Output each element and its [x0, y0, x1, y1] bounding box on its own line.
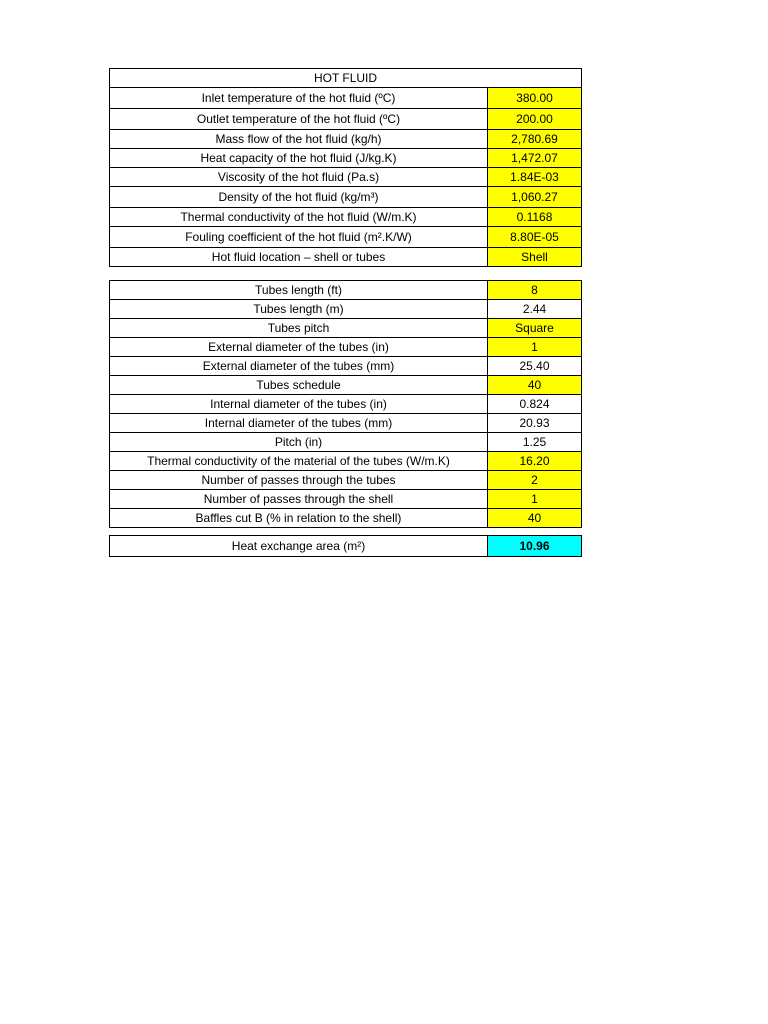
hot-fluid-table-body [110, 69, 582, 267]
tubes-label: Number of passes through the tubes [110, 471, 488, 490]
hot-fluid-label: Hot fluid location – shell or tubes [110, 248, 488, 267]
tubes-value: 1.25 [488, 433, 582, 452]
hot-fluid-label: Inlet temperature of the hot fluid (ºC) [110, 88, 488, 109]
tubes-label: Tubes pitch [110, 319, 488, 338]
tubes-row [110, 395, 582, 414]
hot-fluid-value[interactable]: 200.00 [488, 109, 582, 130]
tubes-label: Internal diameter of the tubes (in) [110, 395, 488, 414]
hot-fluid-row [110, 248, 582, 267]
tubes-row [110, 319, 582, 338]
hot-fluid-value[interactable]: 1,472.07 [488, 149, 582, 168]
tubes-label: Pitch (in) [110, 433, 488, 452]
tubes-value[interactable]: 2 [488, 471, 582, 490]
hot-fluid-value[interactable]: Shell [488, 248, 582, 267]
tubes-row [110, 433, 582, 452]
hot-fluid-value[interactable]: 8.80E-05 [488, 227, 582, 248]
hot-fluid-row [110, 88, 582, 109]
hot-fluid-header: HOT FLUID [110, 69, 582, 88]
tubes-label: External diameter of the tubes (mm) [110, 357, 488, 376]
tubes-label: Number of passes through the shell [110, 490, 488, 509]
tubes-label: Tubes length (ft) [110, 281, 488, 300]
heat-exchange-area-value[interactable]: 10.96 [488, 536, 582, 557]
hot-fluid-label: Outlet temperature of the hot fluid (ºC) [110, 109, 488, 130]
tubes-value[interactable]: 40 [488, 509, 582, 528]
hot-fluid-value[interactable]: 1.84E-03 [488, 168, 582, 187]
tubes-table [109, 280, 582, 528]
hot-fluid-label: Viscosity of the hot fluid (Pa.s) [110, 168, 488, 187]
hot-fluid-value[interactable]: 2,780.69 [488, 130, 582, 149]
tubes-value[interactable]: 40 [488, 376, 582, 395]
tubes-row [110, 281, 582, 300]
tubes-value[interactable]: Square [488, 319, 582, 338]
heat-exchange-area-label: Heat exchange area (m²) [110, 536, 488, 557]
tubes-row [110, 338, 582, 357]
tubes-value: 20.93 [488, 414, 582, 433]
tubes-value: 0.824 [488, 395, 582, 414]
tubes-row [110, 509, 582, 528]
hot-fluid-table [109, 68, 582, 267]
hot-fluid-row [110, 187, 582, 208]
hot-fluid-row [110, 130, 582, 149]
hot-fluid-header-row [110, 69, 582, 88]
hot-fluid-label: Heat capacity of the hot fluid (J/kg.K) [110, 149, 488, 168]
tubes-label: Tubes schedule [110, 376, 488, 395]
tubes-row [110, 376, 582, 395]
hot-fluid-label: Density of the hot fluid (kg/m³) [110, 187, 488, 208]
tubes-value[interactable]: 1 [488, 490, 582, 509]
tubes-value: 25.40 [488, 357, 582, 376]
tubes-table-body [110, 281, 582, 528]
hot-fluid-label: Thermal conductivity of the hot fluid (W/m.K) [110, 208, 488, 227]
tubes-row [110, 490, 582, 509]
tubes-value: 2.44 [488, 300, 582, 319]
tubes-row [110, 357, 582, 376]
tubes-label: Baffles cut B (% in relation to the shell) [110, 509, 488, 528]
heat-exchange-area-row [110, 536, 582, 557]
result-table [109, 535, 582, 557]
tubes-label: External diameter of the tubes (in) [110, 338, 488, 357]
tubes-label: Internal diameter of the tubes (mm) [110, 414, 488, 433]
tubes-row [110, 300, 582, 319]
hot-fluid-row [110, 227, 582, 248]
tubes-row [110, 471, 582, 490]
hot-fluid-value[interactable]: 380.00 [488, 88, 582, 109]
tubes-value[interactable]: 1 [488, 338, 582, 357]
tubes-label: Thermal conductivity of the material of the tubes (W/m.K) [110, 452, 488, 471]
hot-fluid-row [110, 109, 582, 130]
hot-fluid-value[interactable]: 0.1168 [488, 208, 582, 227]
tubes-value[interactable]: 16.20 [488, 452, 582, 471]
tubes-row [110, 452, 582, 471]
tubes-value[interactable]: 8 [488, 281, 582, 300]
hot-fluid-label: Mass flow of the hot fluid (kg/h) [110, 130, 488, 149]
hot-fluid-label: Fouling coefficient of the hot fluid (m².K/W) [110, 227, 488, 248]
hot-fluid-row [110, 168, 582, 187]
hot-fluid-row [110, 149, 582, 168]
hot-fluid-row [110, 208, 582, 227]
tubes-row [110, 414, 582, 433]
hot-fluid-value[interactable]: 1,060.27 [488, 187, 582, 208]
tubes-label: Tubes length (m) [110, 300, 488, 319]
